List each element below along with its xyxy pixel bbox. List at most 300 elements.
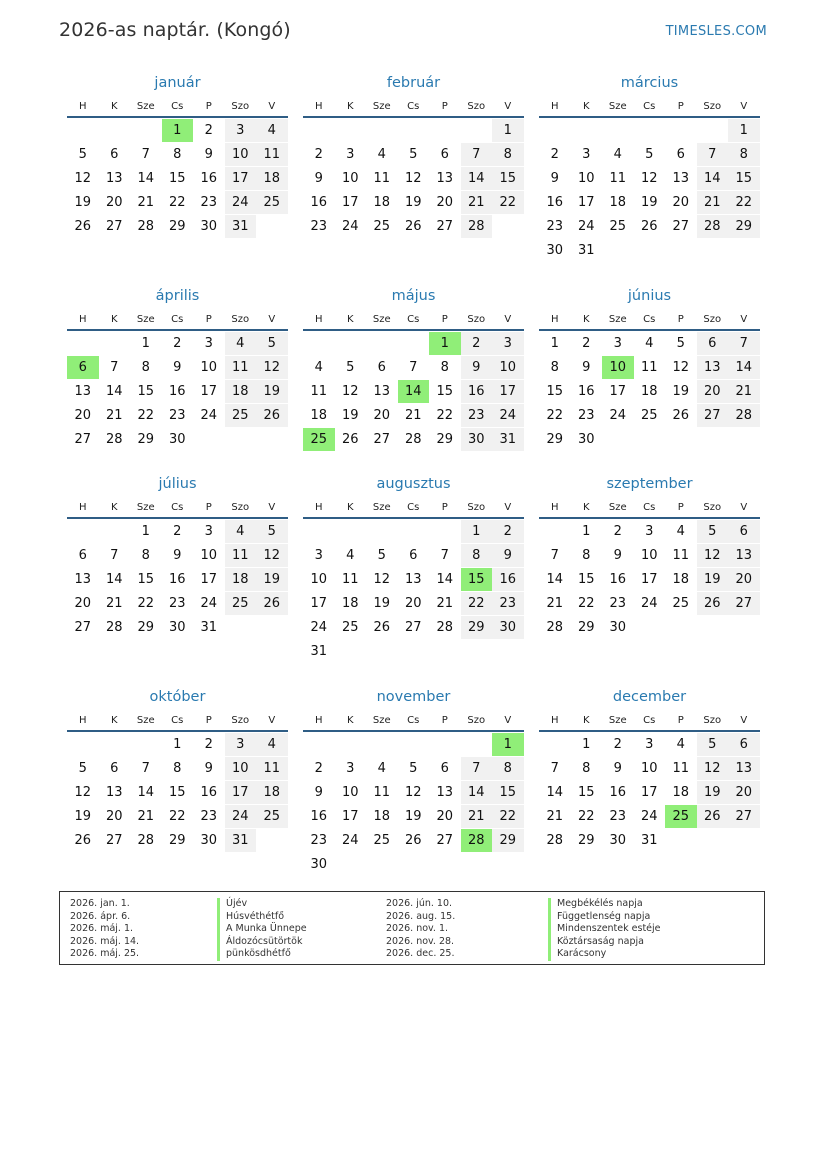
calendar-day: 19 (74, 809, 92, 824)
calendar-day: 4 (676, 524, 685, 539)
calendar-day: 12 (404, 785, 422, 800)
calendar-day: 19 (697, 568, 729, 591)
calendar-day: 23 (609, 596, 627, 611)
weekday-label: K (346, 502, 354, 513)
calendar-day: 22 (577, 596, 595, 611)
calendar-day: 28 (137, 219, 155, 234)
weekday-label: Szo (231, 101, 250, 112)
weekday-label: Cs (171, 502, 184, 513)
calendar-day: 2 (173, 336, 182, 351)
calendar-day: 28 (105, 620, 123, 635)
weekday-label: P (677, 101, 684, 112)
calendar-day: 1 (728, 119, 760, 142)
calendar-day: 16 (609, 785, 627, 800)
weekday-label: Cs (643, 715, 656, 726)
calendar-day: 8 (492, 757, 524, 780)
legend-holiday-name: Húsvéthétfő (217, 911, 307, 924)
calendar-day: 22 (546, 408, 564, 423)
calendar-day: 8 (728, 143, 760, 166)
weekday-label: Szo (231, 715, 250, 726)
calendar-day: 6 (377, 360, 386, 375)
weekday-label: Cs (407, 502, 420, 513)
calendar-day: 26 (74, 833, 92, 848)
calendar-day: 30 (310, 857, 328, 872)
calendar-day: 10 (225, 143, 257, 166)
calendar-day: 23 (200, 195, 218, 210)
calendar-day: 25 (225, 404, 257, 427)
calendar-day: 6 (728, 733, 760, 756)
weekday-label: K (346, 314, 354, 325)
calendar-day: 3 (204, 524, 213, 539)
holiday-legend (59, 891, 765, 965)
calendar-day: 23 (168, 596, 186, 611)
calendar-day: 13 (436, 171, 454, 186)
calendar-day: 19 (373, 596, 391, 611)
weekday-label: Sze (136, 101, 155, 112)
calendar-day: 18 (225, 568, 257, 591)
calendar-day: 23 (546, 219, 564, 234)
calendar-day: 25 (640, 408, 658, 423)
calendar-day: 3 (645, 737, 654, 752)
legend-holiday-name: Mindenszentek estéje (548, 923, 661, 936)
weekday-label: P (205, 715, 212, 726)
calendar-day: 17 (225, 781, 257, 804)
calendar-day: 28 (546, 833, 564, 848)
calendar-day: 7 (461, 757, 493, 780)
calendar-day: 5 (78, 761, 87, 776)
calendar-day: 22 (492, 191, 524, 214)
calendar-day: 14 (436, 572, 454, 587)
calendar-day: 20 (74, 408, 92, 423)
calendar-day: 22 (436, 408, 454, 423)
calendar-day: 17 (609, 384, 627, 399)
calendar-day: 17 (341, 809, 359, 824)
calendar-day: 16 (609, 572, 627, 587)
month-name: december (612, 689, 687, 705)
calendar-day: 11 (672, 548, 690, 563)
weekday-label: H (78, 502, 87, 513)
weekday-label: Szo (231, 502, 250, 513)
legend-holiday-name: Karácsony (548, 948, 661, 961)
calendar-day: 5 (256, 332, 288, 355)
weekday-label: K (582, 715, 590, 726)
calendar-day: 27 (74, 432, 92, 447)
calendar-day: 9 (204, 761, 213, 776)
calendar-day: 12 (256, 544, 288, 567)
calendar-day: 4 (256, 733, 288, 756)
calendar-day: 18 (341, 596, 359, 611)
calendar-day: 19 (404, 809, 422, 824)
calendar-day: 10 (200, 548, 218, 563)
calendar-day: 25 (373, 219, 391, 234)
calendar-day: 4 (676, 737, 685, 752)
calendar-day: 12 (256, 356, 288, 379)
calendar-day: 27 (74, 620, 92, 635)
calendar-day: 21 (461, 805, 493, 828)
calendar-day: 2 (492, 520, 524, 543)
calendar-day: 27 (404, 620, 422, 635)
calendar-day: 17 (225, 167, 257, 190)
calendar-day: 3 (613, 336, 622, 351)
calendar-day: 24 (225, 191, 257, 214)
calendar-day: 11 (609, 171, 627, 186)
calendar-day: 22 (492, 805, 524, 828)
calendar-day: 19 (672, 384, 690, 399)
calendar-day: 27 (436, 833, 454, 848)
calendar-day: 20 (436, 809, 454, 824)
weekday-label: V (740, 502, 748, 513)
calendar-day: 18 (225, 380, 257, 403)
weekday-label: Sze (136, 314, 155, 325)
weekday-label: P (205, 101, 212, 112)
calendar-day: 8 (173, 147, 182, 162)
calendar-day: 27 (672, 219, 690, 234)
calendar-day: 21 (105, 408, 123, 423)
calendar-day: 20 (105, 195, 123, 210)
weekday-label: K (582, 101, 590, 112)
calendar-day: 16 (546, 195, 564, 210)
calendar-day: 10 (341, 785, 359, 800)
calendar-day: 23 (310, 833, 328, 848)
weekday-label: Sze (136, 502, 155, 513)
calendar-day: 21 (728, 380, 760, 403)
calendar-day: 9 (314, 785, 323, 800)
calendar-day: 2 (613, 524, 622, 539)
calendar-day: 29 (461, 616, 493, 639)
calendar-day: 7 (697, 143, 729, 166)
calendar-day: 15 (137, 572, 155, 587)
calendar-day: 29 (168, 219, 186, 234)
calendar-day: 26 (640, 219, 658, 234)
weekday-label: Szo (703, 502, 722, 513)
calendar-day: 15 (137, 384, 155, 399)
weekday-label: H (314, 502, 323, 513)
weekday-label: Cs (171, 314, 184, 325)
month-name: július (158, 476, 197, 492)
calendar-day: 11 (256, 143, 288, 166)
month-name: szeptember (606, 476, 693, 492)
calendar-day: 7 (728, 332, 760, 355)
calendar-day: 18 (256, 167, 288, 190)
weekday-label: H (550, 101, 559, 112)
calendar-day: 2 (204, 123, 213, 138)
weekday-label: Szo (703, 715, 722, 726)
weekday-label: Cs (407, 715, 420, 726)
calendar-day: 29 (728, 215, 760, 238)
calendar-day: 30 (609, 620, 627, 635)
weekday-header (303, 98, 524, 118)
weekday-label: Szo (231, 314, 250, 325)
calendar-day: 2 (173, 524, 182, 539)
calendar-day: 24 (492, 404, 524, 427)
month-name: november (376, 689, 451, 705)
weekday-label: P (441, 101, 448, 112)
calendar-day: 12 (341, 384, 359, 399)
calendar-day: 5 (409, 147, 418, 162)
holiday-day: 6 (67, 356, 99, 379)
calendar-day: 1 (492, 119, 524, 142)
calendar-day: 19 (341, 408, 359, 423)
brand-link[interactable]: TIMESLES.COM (665, 24, 767, 39)
calendar-day: 13 (373, 384, 391, 399)
legend-date: 2026. nov. 28. (386, 935, 455, 947)
weekday-label: K (110, 314, 118, 325)
calendar-day: 7 (550, 548, 559, 563)
calendar-day: 22 (137, 596, 155, 611)
calendar-day: 31 (310, 644, 328, 659)
calendar-day: 19 (74, 195, 92, 210)
calendar-day: 11 (310, 384, 328, 399)
calendar-day: 19 (256, 568, 288, 591)
calendar-day: 20 (728, 568, 760, 591)
weekday-label: Sze (372, 715, 391, 726)
calendar-day: 29 (546, 432, 564, 447)
calendar-day: 19 (640, 195, 658, 210)
calendar-day: 1 (141, 336, 150, 351)
weekday-label: V (504, 101, 512, 112)
weekday-label: K (582, 502, 590, 513)
calendar-day: 17 (341, 195, 359, 210)
calendar-day: 13 (74, 384, 92, 399)
calendar-day: 30 (546, 243, 564, 258)
calendar-day: 13 (672, 171, 690, 186)
calendar-day: 9 (314, 171, 323, 186)
calendar-day: 3 (492, 332, 524, 355)
calendar-day: 21 (436, 596, 454, 611)
calendar-day: 24 (341, 833, 359, 848)
weekday-label: Cs (407, 314, 420, 325)
calendar-day: 17 (640, 572, 658, 587)
weekday-header (67, 98, 288, 118)
calendar-day: 5 (409, 761, 418, 776)
legend-date: 2026. aug. 15. (386, 910, 456, 922)
calendar-day: 13 (105, 171, 123, 186)
calendar-day: 31 (225, 215, 257, 238)
calendar-day: 7 (110, 548, 119, 563)
weekday-label: V (504, 715, 512, 726)
calendar-day: 29 (577, 833, 595, 848)
holiday-day: 1 (429, 332, 461, 355)
calendar-day: 9 (582, 360, 591, 375)
calendar-day: 8 (173, 761, 182, 776)
legend-holiday-name: Függetlenség napja (548, 911, 661, 924)
weekday-header (67, 499, 288, 519)
month-name: augusztus (376, 476, 451, 492)
calendar-day: 26 (256, 592, 288, 615)
calendar-day: 7 (550, 761, 559, 776)
legend-date: 2026. máj. 14. (70, 935, 140, 947)
calendar-day: 21 (137, 195, 155, 210)
calendar-day: 24 (225, 805, 257, 828)
calendar-day: 26 (404, 219, 422, 234)
calendar-day: 6 (676, 147, 685, 162)
calendar-day: 24 (577, 219, 595, 234)
calendar-day: 21 (105, 596, 123, 611)
calendar-day: 25 (256, 191, 288, 214)
calendar-day: 2 (314, 147, 323, 162)
calendar-day: 9 (492, 544, 524, 567)
calendar-day: 27 (728, 592, 760, 615)
calendar-day: 13 (105, 785, 123, 800)
calendar-day: 15 (168, 171, 186, 186)
calendar-day: 26 (404, 833, 422, 848)
calendar-day: 14 (697, 167, 729, 190)
calendar-day: 28 (404, 432, 422, 447)
weekday-label: V (268, 715, 276, 726)
calendar-day: 22 (461, 592, 493, 615)
legend-holiday-name: Megbékélés napja (548, 898, 661, 911)
calendar-day: 8 (582, 761, 591, 776)
calendar-day: 2 (550, 147, 559, 162)
weekday-label: H (78, 314, 87, 325)
calendar-day: 26 (74, 219, 92, 234)
calendar-day: 4 (377, 761, 386, 776)
calendar-day: 8 (440, 360, 449, 375)
weekday-header (303, 311, 524, 331)
calendar-day: 14 (105, 572, 123, 587)
calendar-day: 16 (168, 384, 186, 399)
calendar-day: 16 (168, 572, 186, 587)
calendar-day: 10 (310, 572, 328, 587)
calendar-day: 3 (225, 119, 257, 142)
holiday-day: 25 (665, 805, 697, 828)
calendar-day: 9 (204, 147, 213, 162)
calendar-day: 19 (697, 781, 729, 804)
calendar-day: 18 (373, 809, 391, 824)
weekday-label: K (346, 101, 354, 112)
calendar-day: 18 (640, 384, 658, 399)
weekday-label: P (205, 314, 212, 325)
month-name: október (149, 689, 206, 705)
calendar-day: 1 (582, 524, 591, 539)
calendar-day: 11 (256, 757, 288, 780)
calendar-day: 22 (137, 408, 155, 423)
calendar-day: 21 (546, 809, 564, 824)
calendar-day: 27 (436, 219, 454, 234)
calendar-day: 30 (461, 428, 493, 451)
weekday-label: K (110, 101, 118, 112)
calendar-day: 4 (377, 147, 386, 162)
calendar-day: 30 (609, 833, 627, 848)
calendar-day: 27 (728, 805, 760, 828)
calendar-day: 10 (640, 548, 658, 563)
calendar-day: 25 (256, 805, 288, 828)
calendar-day: 24 (609, 408, 627, 423)
legend-date: 2026. ápr. 6. (70, 910, 131, 922)
holiday-day: 15 (461, 568, 493, 591)
calendar-day: 30 (168, 432, 186, 447)
weekday-label: Sze (608, 101, 627, 112)
weekday-label: Sze (136, 715, 155, 726)
calendar-day: 15 (728, 167, 760, 190)
calendar-day: 10 (341, 171, 359, 186)
calendar-day: 29 (137, 432, 155, 447)
calendar-day: 25 (225, 592, 257, 615)
month-name: május (391, 288, 436, 304)
calendar-day: 24 (200, 596, 218, 611)
calendar-day: 1 (141, 524, 150, 539)
weekday-label: V (504, 502, 512, 513)
month-name: január (154, 75, 201, 91)
calendar-day: 10 (577, 171, 595, 186)
calendar-day: 30 (577, 432, 595, 447)
calendar-day: 20 (672, 195, 690, 210)
legend-holiday-name: Köztársaság napja (548, 936, 661, 949)
calendar-day: 4 (314, 360, 323, 375)
calendar-day: 15 (546, 384, 564, 399)
month-name: április (155, 288, 200, 304)
legend-holiday-name: Áldozócsütörtök (217, 936, 307, 949)
weekday-label: Szo (467, 502, 486, 513)
calendar-day: 3 (225, 733, 257, 756)
calendar-day: 2 (204, 737, 213, 752)
calendar-day: 14 (461, 781, 493, 804)
calendar-day: 29 (436, 432, 454, 447)
weekday-label: H (314, 314, 323, 325)
weekday-label: K (346, 715, 354, 726)
calendar-day: 21 (697, 191, 729, 214)
calendar-day: 18 (672, 785, 690, 800)
calendar-day: 22 (168, 809, 186, 824)
holiday-day: 25 (303, 428, 335, 451)
calendar-day: 15 (436, 384, 454, 399)
calendar-day: 2 (582, 336, 591, 351)
calendar-day: 7 (440, 548, 449, 563)
calendar-day: 20 (728, 781, 760, 804)
calendar-day: 18 (310, 408, 328, 423)
calendar-day: 23 (609, 809, 627, 824)
calendar-day: 28 (546, 620, 564, 635)
calendar-day: 14 (546, 785, 564, 800)
calendar-day: 4 (225, 520, 257, 543)
calendar-day: 8 (461, 544, 493, 567)
calendar-day: 12 (697, 544, 729, 567)
month-name: június (627, 288, 672, 304)
weekday-label: P (441, 314, 448, 325)
calendar-day: 21 (461, 191, 493, 214)
weekday-label: Cs (171, 715, 184, 726)
calendar-day: 15 (492, 167, 524, 190)
calendar-day: 17 (200, 384, 218, 399)
page-title: 2026-as naptár. (Kongó) (59, 19, 291, 41)
calendar-day: 31 (225, 829, 257, 852)
calendar-day: 13 (728, 544, 760, 567)
weekday-label: P (441, 502, 448, 513)
calendar-day: 7 (141, 147, 150, 162)
calendar-day: 11 (225, 544, 257, 567)
calendar-day: 8 (492, 143, 524, 166)
calendar-day: 5 (645, 147, 654, 162)
calendar-day: 22 (168, 195, 186, 210)
calendar-day: 31 (492, 428, 524, 451)
calendar-day: 12 (373, 572, 391, 587)
calendar-day: 4 (256, 119, 288, 142)
calendar-day: 10 (200, 360, 218, 375)
calendar-day: 28 (436, 620, 454, 635)
weekday-label: Cs (643, 101, 656, 112)
calendar-day: 5 (256, 520, 288, 543)
calendar-day: 23 (200, 809, 218, 824)
calendar-day: 8 (550, 360, 559, 375)
weekday-header (303, 712, 524, 732)
weekday-label: Szo (703, 101, 722, 112)
holiday-day: 1 (492, 733, 524, 756)
holiday-day: 28 (461, 829, 493, 852)
calendar-day: 6 (409, 548, 418, 563)
calendar-day: 7 (409, 360, 418, 375)
weekday-header (303, 499, 524, 519)
weekday-label: V (268, 502, 276, 513)
